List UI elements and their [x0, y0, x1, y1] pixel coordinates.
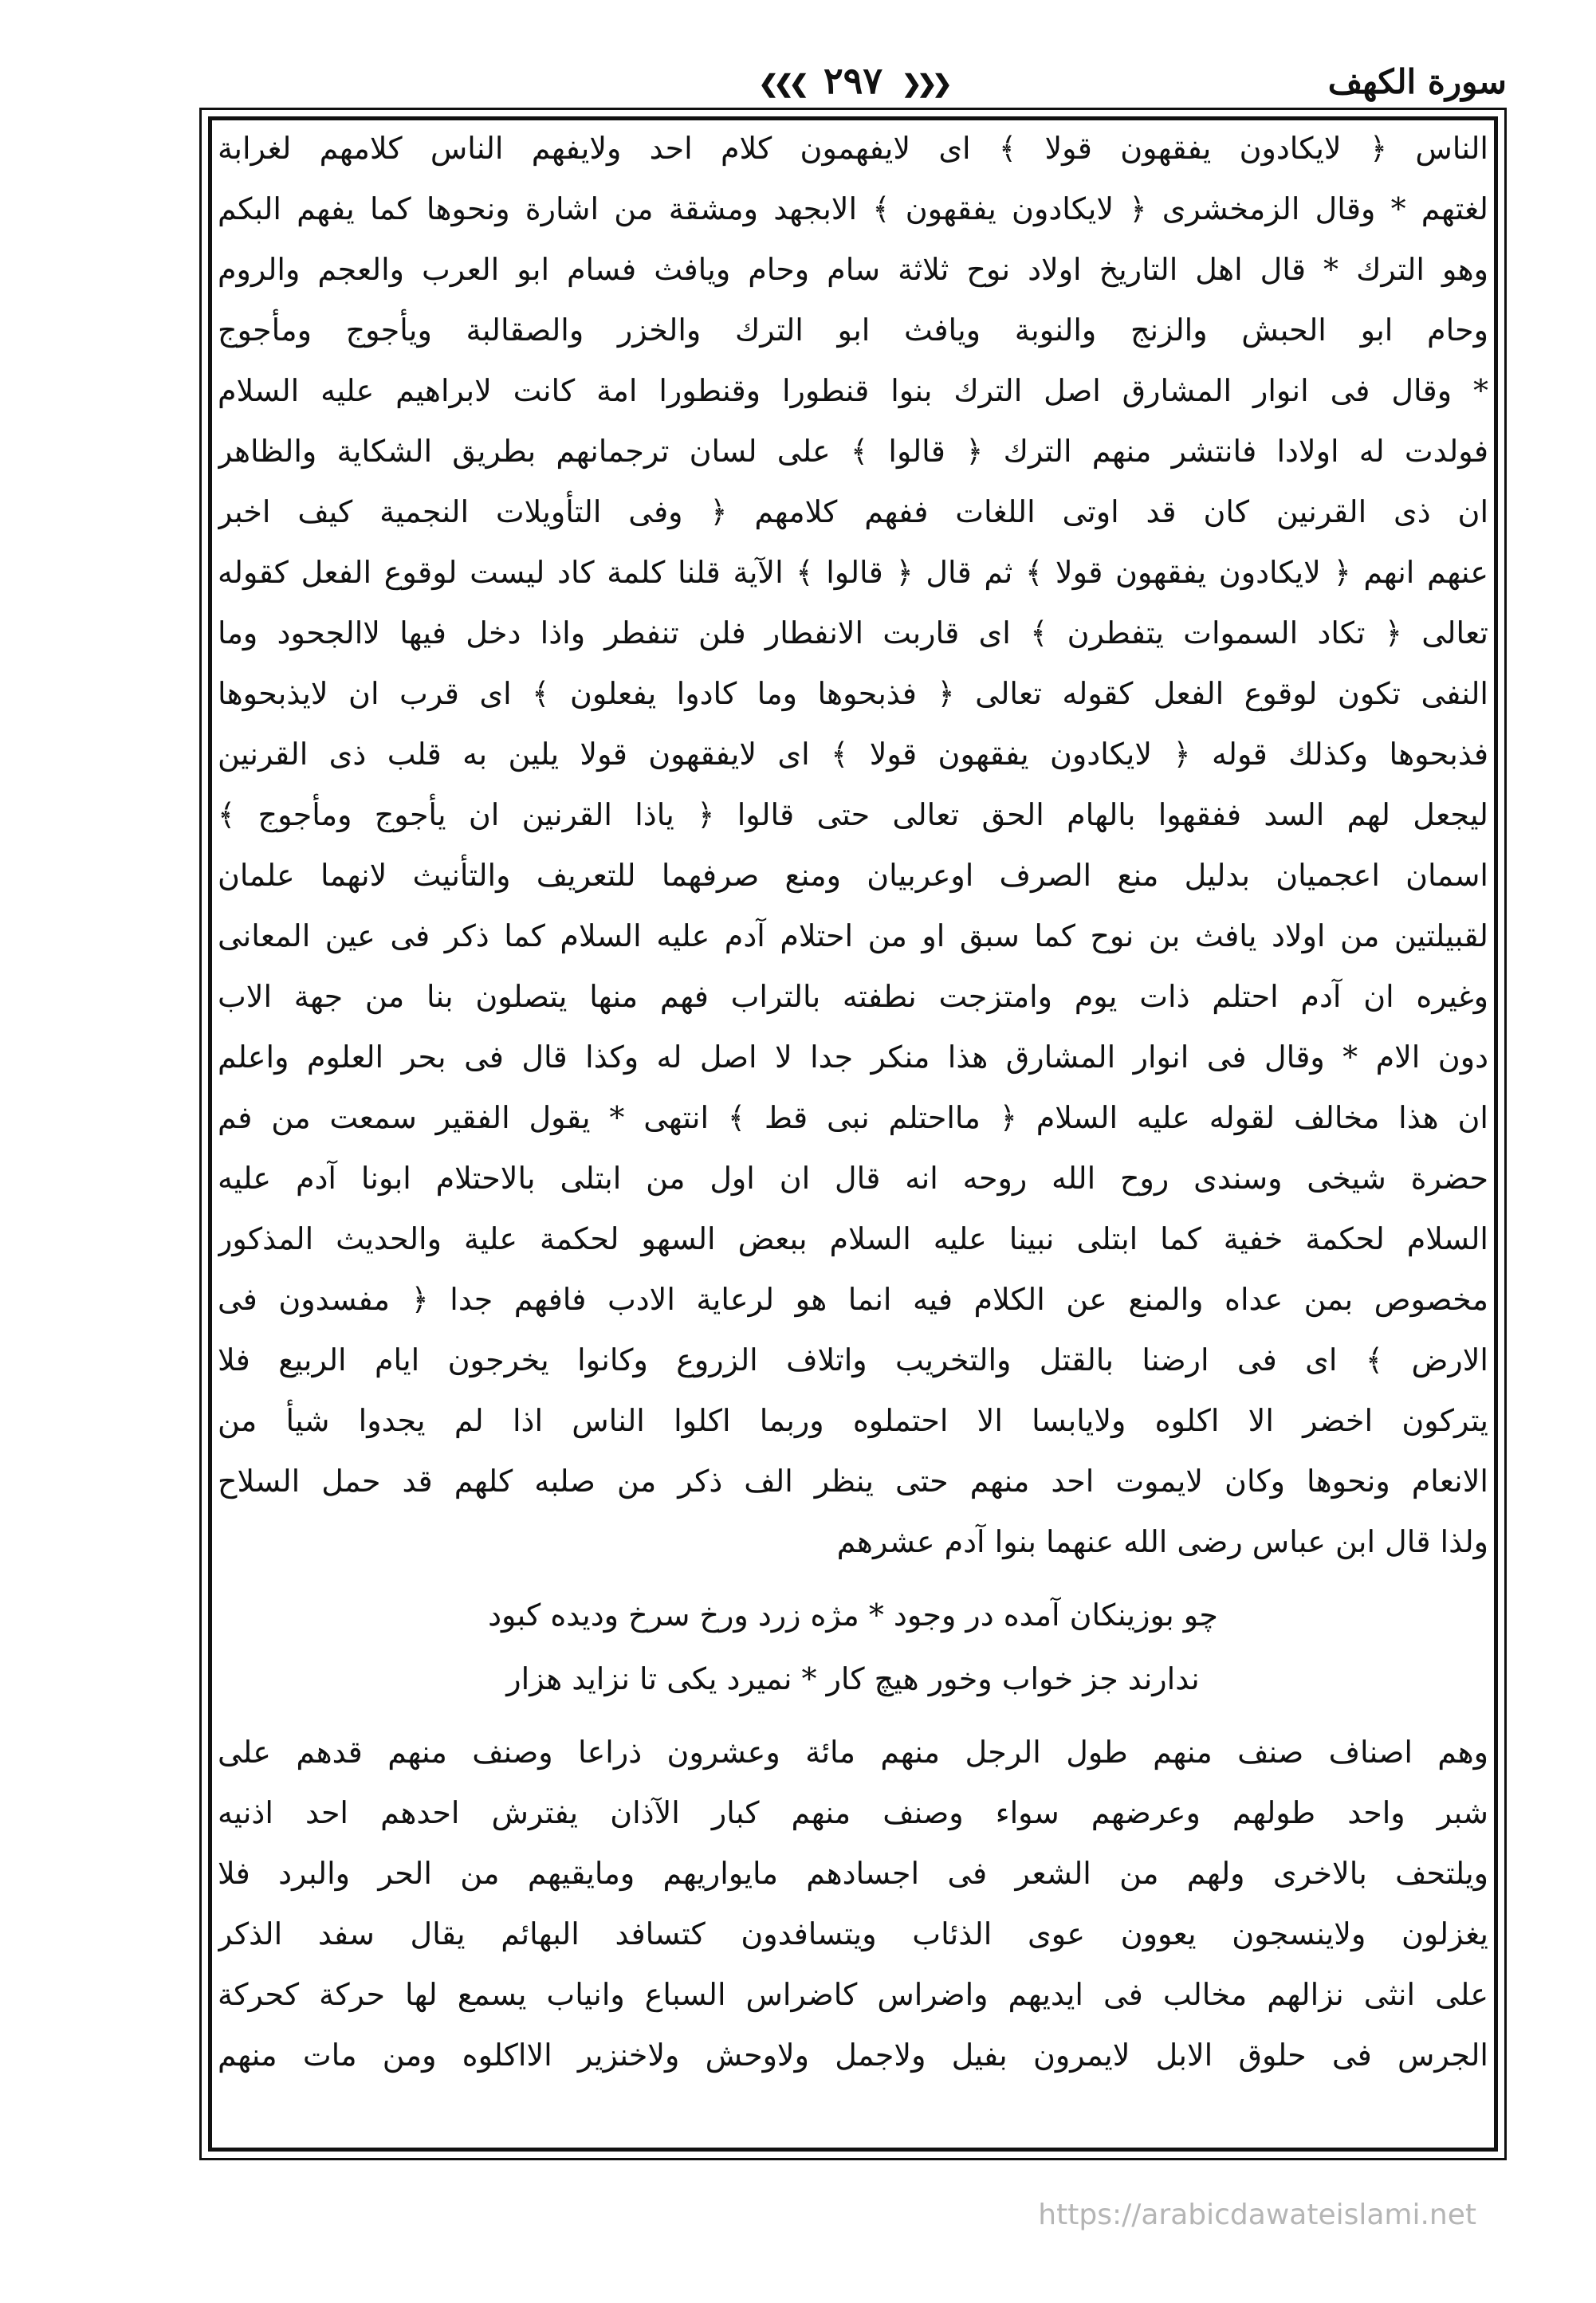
text-line: اسمان اعجميان بدليل منع الصرف اوعربيان ومنع صرفهما للتعريف والتأنيث لانهما علمان: [218, 858, 1488, 893]
text-line: الجرس فى حلوق الابل لايمرون بفيل ولاجمل ولاوحش ولاخنزير الااكلوه ومن مات منهم: [218, 2038, 1488, 2073]
text-line: وهو الترك * قال اهل التاريخ اولاد نوح ثلاثة سام وحام ويافث فسام ابو العرب والعجم والروم: [218, 252, 1488, 287]
page-frame: [199, 108, 1507, 2160]
text-line: شبر واحد طولهم وعرضهم سواء وصنف منهم كبار الآذان يفترش احدهم احد اذنيه: [218, 1795, 1488, 1830]
source-watermark: https://arabicdawateislami.net: [1038, 2199, 1476, 2231]
text-line: لغتهم * وقال الزمخشرى ﴿ لايكادون يفقهون ﴾ الابجهد ومشقة من اشارة ونحوها كما يفهم البكم: [218, 191, 1488, 226]
right-ornament-icon: ❯❯❯: [902, 69, 948, 98]
text-line: على انثى نزالهم مخالب فى ايديهم واضراس كاضراس السباع وانياب يسمع لها حركة كحركة: [218, 1977, 1488, 2012]
text-line: * وقال فى انوار المشارق اصل الترك بنوا قنطورا وقنطورا امة كانت لابراهيم عليه السلام: [218, 373, 1488, 408]
main-text: [218, 118, 1488, 2085]
text-line: مخصوص بمن عداه والمنع عن الكلام فيه انما هو لرعاية الادب فافهم جدا ﴿ مفسدون فى: [218, 1282, 1488, 1317]
text-line: دون الام * وقال فى انوار المشارق هذا منكر جدا لا اصل له وكذا قال فى بحر العلوم واعلم: [218, 1039, 1488, 1075]
left-ornament-icon: ❮❮❮: [758, 69, 804, 98]
poem-line: ندارند جز خواب وخور هيچ كار * نميرد يكى تا نزايد هزار: [506, 1661, 1200, 1696]
text-line: ان ذى القرنين كان قد اوتى اللغات ففهم كلامهم ﴿ وفى التأويلات النجمية كيف اخبر: [218, 494, 1488, 529]
text-line: فولدت له اولادا فانتشر منهم الترك ﴿ قالوا ﴾ على لسان ترجمانهم بطريق الشكاية والظاهر: [218, 434, 1488, 469]
surah-title: سورة الكهف: [1327, 62, 1507, 101]
page-number-block: [753, 59, 954, 102]
text-line: السلام لحكمة خفية كما ابتلى نبينا عليه السلام ببعض السهو لحكمة علية والحديث المذكور: [218, 1221, 1488, 1256]
text-line: الناس ﴿ لايكادون يفقهون قولا ﴾ اى لايفهمون كلام احد ولايفهم الناس كلامهم لغرابة: [218, 131, 1488, 166]
text-line: النفى تكون لوقوع الفعل كقوله تعالى ﴿ فذبحوها وما كادوا يفعلون ﴾ اى قرب ان لايذبحوها: [218, 676, 1488, 711]
page-header: [199, 56, 1507, 104]
text-line: الارض ﴾ اى فى ارضنا بالقتل والتخريب واتلاف الزروع وكانوا يخرجون ايام الربيع فلا: [218, 1342, 1488, 1377]
page-number: ٢٩٧: [823, 59, 883, 102]
text-line: وهم اصناف صنف منهم طول الرجل منهم مائة وعشرون ذراعا وصنف منهم قدهم على: [218, 1735, 1488, 1770]
text-line: ليجعل لهم السد ففقهوا بالهام الحق تعالى حتى قالوا ﴿ ياذا القرنين ان يأجوج ومأجوج ﴾: [218, 797, 1488, 832]
text-line: تعالى ﴿ تكاد السموات يتفطرن ﴾ اى قاربت الانفطار فلن تنفطر واذا دخل فيها لاالجحود وما: [218, 615, 1488, 650]
text-line: ان هذا مخالف لقوله عليه السلام ﴿ مااحتلم نبى قط ﴾ انتهى * يقول الفقير سمعت من فم: [218, 1100, 1488, 1135]
text-line: وحام ابو الحبش والزنج والنوبة ويافث ابو الترك والخزر والصقالبة ويأجوج ومأجوج: [218, 312, 1488, 348]
text-line: عنهم انهم ﴿ لايكادون يفقهون قولا ﴾ ثم قال ﴿ قالوا ﴾ الآية قلنا كلمة كاد ليست لوقوع الفعل كقوله: [218, 555, 1488, 590]
text-line: يتركون اخضر الا اكلوه ولايابسا الا احتملوه وربما اكلوا الناس اذا لم يجدوا شيأ من: [218, 1403, 1488, 1438]
text-line: يغزلون ولاينسجون يعوون عوى الذئاب ويتسافدون كتسافد البهائم يقال سفد الذكر: [218, 1916, 1488, 1951]
persian-poem: [218, 1583, 1488, 1711]
poem-line: چو بوزينكان آمده در وجود * مژه زرد ورخ سرخ وديده كبود: [488, 1598, 1218, 1633]
text-line: لقبيلتين من اولاد يافث بن نوح كما سبق او من احتلام آدم عليه السلام كما ذكر فى عين المعانى: [218, 918, 1488, 953]
text-line: ولذا قال ابن عباس رضى الله عنهما بنوا آدم عشرهم: [836, 1524, 1488, 1559]
text-line: حضرة شيخى وسندى روح الله روحه انه قال ان اول من ابتلى بالاحتلام ابونا آدم عليه: [218, 1161, 1488, 1196]
text-line: فذبحوها وكذلك قوله ﴿ لايكادون يفقهون قولا ﴾ اى لايفقهون قولا يلين به قلب ذى القرنين: [218, 737, 1488, 772]
text-line: الانعام ونحوها وكان لايموت احد منهم حتى ينظر الف ذكر من صلبه كلهم قد حمل السلاح: [218, 1464, 1488, 1499]
text-line: وغيره ان آدم احتلم ذات يوم وامتزجت نطفته بالتراب فهم منها يتصلون بنا من جهة الاب: [218, 979, 1488, 1014]
text-line: ويلتحف بالاخرى ولهم من الشعر فى اجسادهم مايواريهم ومايقيهم من الحر والبرد فلا: [218, 1856, 1488, 1891]
